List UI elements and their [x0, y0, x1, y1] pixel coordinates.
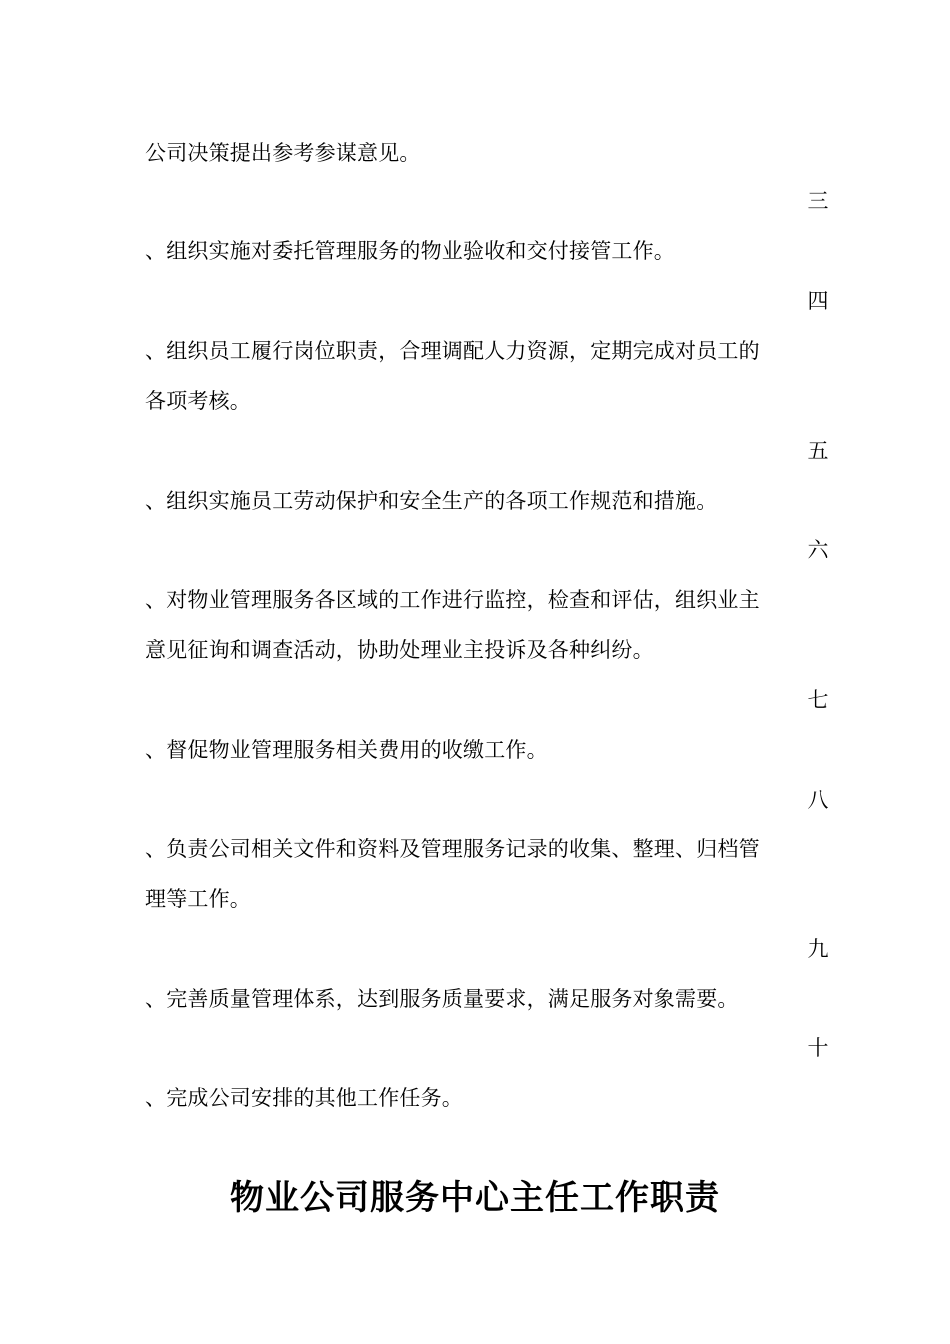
text-line: 意见征询和调查活动，协助处理业主投诉及各种纠纷。: [145, 638, 654, 662]
item-number: 七: [807, 688, 829, 712]
item-number: 五: [807, 439, 829, 463]
item-number: 六: [807, 538, 829, 562]
item-number: 四: [807, 289, 829, 313]
text-line: 各项考核。: [145, 389, 251, 413]
item-number: 八: [807, 788, 829, 812]
text-line: 、组织员工履行岗位职责，合理调配人力资源，定期完成对员工的: [145, 339, 760, 363]
text-line: 、组织实施对委托管理服务的物业验收和交付接管工作。: [145, 239, 675, 263]
text-line: 理等工作。: [145, 887, 251, 911]
item-number: 三: [807, 189, 829, 213]
text-line: 公司决策提出参考参谋意见。: [145, 141, 421, 165]
document-title: 物业公司服务中心主任工作职责: [230, 1178, 720, 1218]
text-line: 、负责公司相关文件和资料及管理服务记录的收集、整理、归档管: [145, 837, 760, 861]
text-line: 、督促物业管理服务相关费用的收缴工作。: [145, 738, 548, 762]
text-line: 、完善质量管理体系，达到服务质量要求，满足服务对象需要。: [145, 987, 739, 1011]
text-line: 、完成公司安排的其他工作任务。: [145, 1086, 463, 1110]
item-number: 十: [807, 1036, 829, 1060]
item-number: 九: [807, 937, 829, 961]
text-line: 、对物业管理服务各区域的工作进行监控，检查和评估，组织业主: [145, 588, 760, 612]
text-line: 、组织实施员工劳动保护和安全生产的各项工作规范和措施。: [145, 489, 718, 513]
